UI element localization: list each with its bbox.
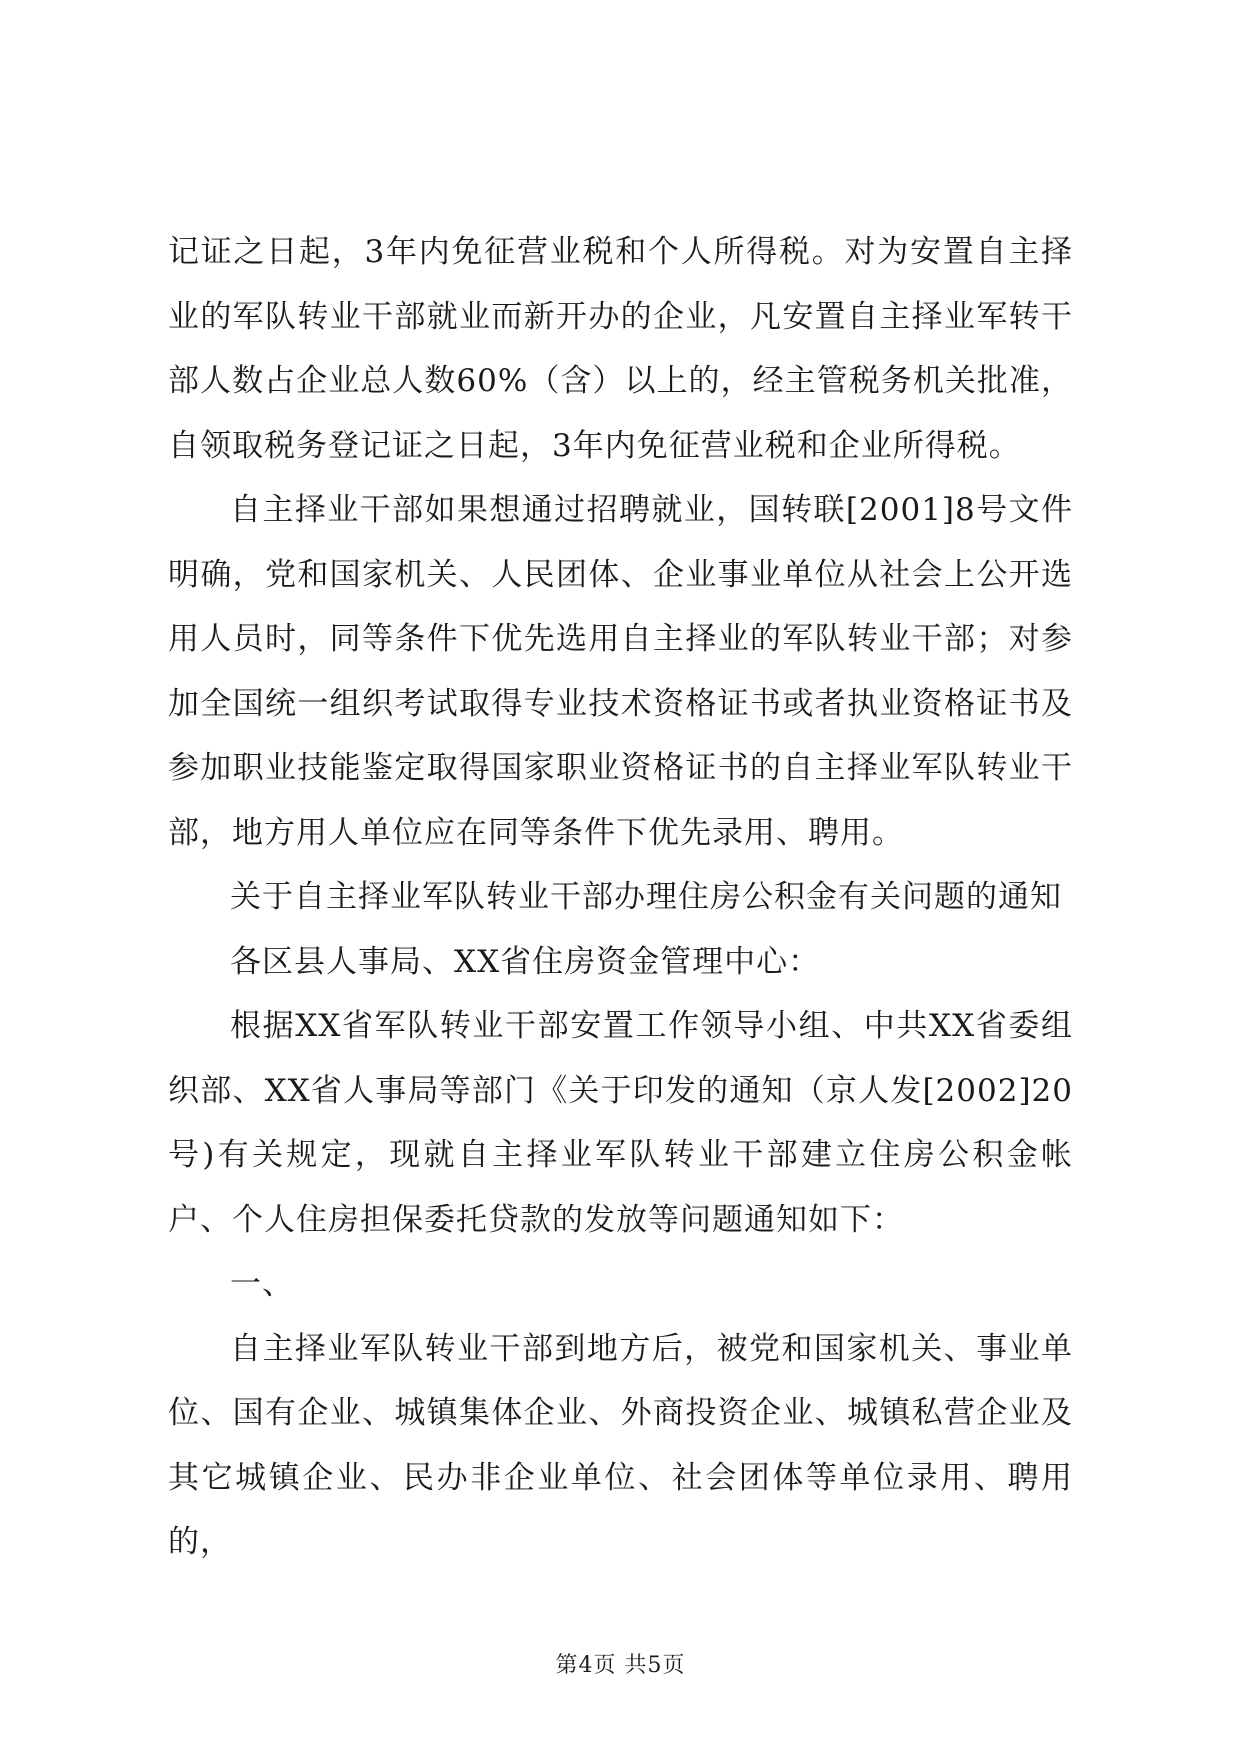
notice-title: 关于自主择业军队转业干部办理住房公积金有关问题的通知	[230, 879, 1062, 915]
addressee-line: 各区县人事局、XX省住房资金管理中心：	[230, 943, 821, 980]
paragraph-basis: 根据XX省军队转业干部安置工作领导小组、中共XX省委组织部、XX省人事局等部门《关于印发的通知（京人发[2002]20号)有关规定，现就自主择业军队转业干部建立住房公积金帐户、个人住房担保委托贷款的发放等问题通知如下：	[168, 1008, 1073, 1238]
section-number-one: 一、	[230, 1266, 294, 1302]
page-footer: 第4页 共5页	[555, 1653, 686, 1678]
paragraph-2: 自主择业干部如果想通过招聘就业，国转联[2001]8号文件明确，党和国家机关、人民团体、企业事业单位从社会上公开选用人员时，同等条件下优先选用自主择业的军队转业干部；对参加全国统一组织考试取得专业技术资格证书或者执业资格证书及参加职业技能鉴定取得国家职业资格证书的自主择业军队转业干部，地方用人单位应在同等条件下优先录用、聘用。	[168, 492, 1073, 851]
paragraph-section-one: 自主择业军队转业干部到地方后，被党和国家机关、事业单位、国有企业、城镇集体企业、外商投资企业、城镇私营企业及其它城镇企业、民办非企业单位、社会团体等单位录用、聘用的，	[168, 1330, 1073, 1560]
document-body	[168, 220, 1073, 1575]
paragraph-1: 记证之日起，3年内免征营业税和个人所得税。对为安置自主择业的军队转业干部就业而新开办的企业，凡安置自主择业军转干部人数占企业总人数60%（含）以上的，经主管税务机关批准，自领取税务登记证之日起，3年内免征营业税和企业所得税。	[168, 234, 1073, 464]
